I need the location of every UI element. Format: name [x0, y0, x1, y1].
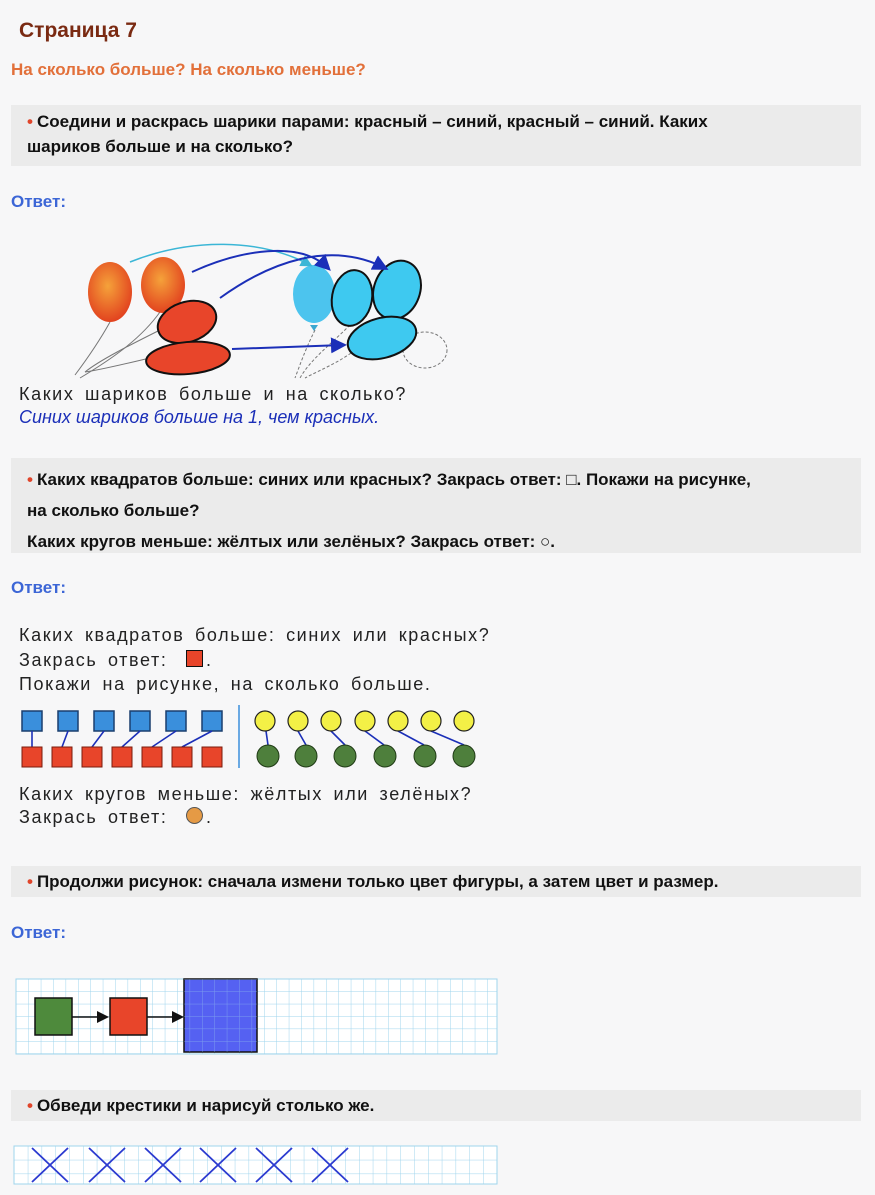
task-4-text: Обведи крестики и нарисуй столько же.	[36, 1096, 375, 1115]
circles-answer-label: Закрась ответ:	[19, 807, 168, 827]
green-circle	[334, 745, 356, 767]
yellow-circles-row	[255, 711, 474, 731]
task-1-answer: Синих шариков больше на 1, чем красных.	[19, 407, 380, 427]
blue-square	[58, 711, 78, 731]
task-2-text-line2: на сколько больше?	[27, 501, 200, 520]
blue-squares-row	[22, 711, 222, 731]
red-square	[22, 747, 42, 767]
task-2-box	[11, 458, 861, 553]
task-1-box	[11, 105, 861, 166]
red-square-colored	[110, 998, 147, 1035]
yellow-circle	[288, 711, 308, 731]
task-1-text-line1: Соедини и раскрась шарики парами: красный – синий, красный – синий. Каких	[36, 112, 708, 131]
blue-balloon-painted	[327, 267, 376, 329]
task-2-text-line3: Каких кругов меньше: жёлтых или зелёных? Закрась ответ: ○.	[27, 532, 556, 551]
red-square	[142, 747, 162, 767]
bullet: •	[27, 1096, 33, 1115]
yellow-circle	[355, 711, 375, 731]
squares-show-text: Покажи на рисунке, на сколько больше.	[19, 674, 432, 694]
red-square	[52, 747, 72, 767]
yellow-circle	[321, 711, 341, 731]
task-4-box	[11, 1090, 861, 1121]
blue-balloon-painted	[365, 254, 429, 326]
red-square	[82, 747, 102, 767]
green-square	[35, 998, 72, 1035]
green-circles-row	[257, 745, 475, 767]
red-squares-row	[22, 747, 222, 767]
balloons-illustration	[0, 230, 480, 390]
yellow-circle	[454, 711, 474, 731]
squares-answer-row	[19, 650, 213, 671]
red-balloon	[88, 262, 132, 322]
blue-square	[94, 711, 114, 731]
period: .	[206, 650, 213, 670]
blue-square	[166, 711, 186, 731]
task-3-box	[11, 866, 861, 897]
answer-label-3: Ответ:	[11, 923, 66, 942]
page-title: Страница 7	[19, 19, 137, 42]
red-balloon-painted	[145, 338, 231, 377]
red-square	[172, 747, 192, 767]
red-square-answer	[186, 650, 203, 667]
circles-answer-row	[19, 807, 213, 828]
squares-answer-label: Закрась ответ:	[19, 650, 168, 670]
bullet: •	[27, 112, 33, 131]
green-circle	[374, 745, 396, 767]
green-circle	[295, 745, 317, 767]
squares-circles-illustration	[0, 700, 500, 775]
blue-square	[130, 711, 150, 731]
squares-question: Каких квадратов больше: синих или красных?	[19, 625, 491, 645]
circles-question: Каких кругов меньше: жёлтых или зелёных?	[19, 784, 473, 804]
red-square	[202, 747, 222, 767]
blue-square	[202, 711, 222, 731]
task-2-text-line1: Каких квадратов больше: синих или красных? Закрась ответ: □. Покажи на рисунке,	[36, 470, 751, 489]
bullet: •	[27, 470, 33, 489]
bullet: •	[27, 872, 33, 891]
green-circle	[414, 745, 436, 767]
page-subtitle: На сколько больше? На сколько меньше?	[11, 60, 366, 79]
yellow-circle	[421, 711, 441, 731]
answer-label-1: Ответ:	[11, 192, 66, 211]
yellow-circle	[388, 711, 408, 731]
task-1-text-line2: шариков больше и на сколько?	[27, 137, 293, 156]
orange-circle-answer	[186, 807, 203, 824]
task-3-text: Продолжи рисунок: сначала измени только цвет фигуры, а затем цвет и размер.	[36, 872, 719, 891]
period: .	[206, 807, 213, 827]
red-square	[112, 747, 132, 767]
green-circle	[257, 745, 279, 767]
crosses-illustration	[0, 1142, 500, 1188]
green-circle	[453, 745, 475, 767]
grid-shapes-illustration	[0, 975, 500, 1057]
answer-label-2: Ответ:	[11, 578, 66, 597]
blue-square	[22, 711, 42, 731]
yellow-circle	[255, 711, 275, 731]
task-1-question: Каких шариков больше и на сколько?	[19, 384, 407, 404]
blue-balloon	[293, 265, 335, 323]
